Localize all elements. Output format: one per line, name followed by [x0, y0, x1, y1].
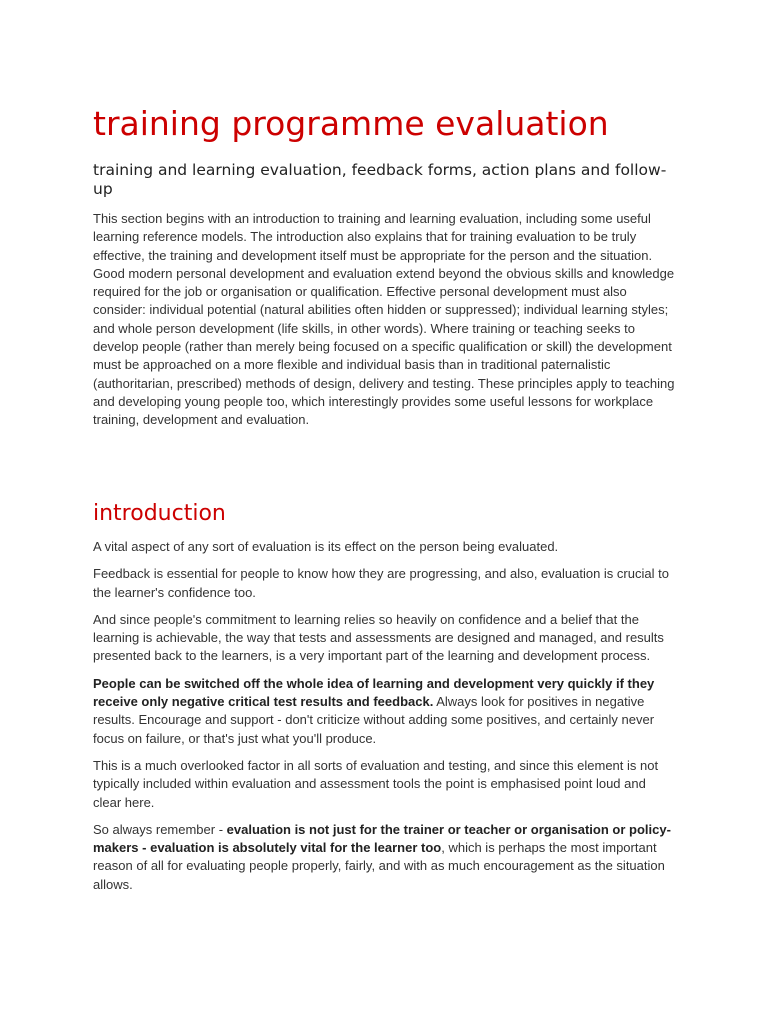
intro-paragraph: This section begins with an introduction to training and learning evaluation, including some useful learning reference models. The introduction also explains that for training evaluation to be truly effective, the training and development itself must be appropriate for the person and the situation. Good modern personal development and evaluation extend beyond the obvious skills and knowledge required for the job or organisation or qualification. Effective personal development must also consider: individual potential (natural abilities often hidden or suppressed); individual learning styles; and whole person development (life skills, in other words). Where training or teaching seeks to develop people (rather than merely being focused on a specific qualification or skill) the development must be approached on a more flexible and individual basis than in traditional paternalistic (authoritarian, prescribed) methods of design, delivery and testing. These principles apply to teaching and developing young people too, which interestingly provides some useful lessons for workplace training, development and evaluation. — [93, 211, 675, 428]
paragraph-5: This is a much overlooked factor in all sorts of evaluation and testing, and since this element is not typically included within evaluation and assessment tools the point is emphasised point loud and clear here. — [93, 757, 659, 810]
paragraph-3: And since people's commitment to learning relies so heavily on confidence and a belief that the learning is achievable, the way that tests and assessments are designed and managed, and results presented back to the learners, is a very important part of the learning and development process. — [93, 611, 664, 664]
paragraph-6 — [93, 821, 675, 894]
introduction-body — [93, 538, 675, 903]
paragraph-4 — [93, 675, 675, 748]
paragraph-2: Feedback is essential for people to know how they are progressing, and also, evaluation is crucial to the learner's confidence too. — [93, 566, 669, 600]
paragraph-4-rest: Always look for positives in negative results. Encourage and support - don't criticize without adding some positives, and certainly never focus on failure, or that's just what you'll produce. — [93, 694, 655, 746]
paragraph-6-start: So always remember - — [93, 821, 227, 837]
page-title: training programme evaluation — [93, 104, 609, 143]
paragraph-1: A vital aspect of any sort of evaluation is its effect on the person being evaluated. — [93, 539, 559, 554]
paragraph-6-bold: evaluation is not just for the trainer or teacher or organisation or policy-makers - evaluation is absolutely vital for the learner too — [93, 821, 671, 856]
section-heading-introduction: introduction — [93, 501, 226, 526]
page-subtitle: training and learning evaluation, feedback forms, action plans and follow-up — [93, 161, 667, 198]
paragraph-4-bold: People can be switched off the whole idea of learning and development very quickly if they receive only negative critical test results and feedback. — [93, 675, 655, 710]
paragraph-6-end: , which is perhaps the most important reason of all for evaluating people properly, fairly, and with as much encouragement as the situation allows. — [93, 840, 665, 892]
